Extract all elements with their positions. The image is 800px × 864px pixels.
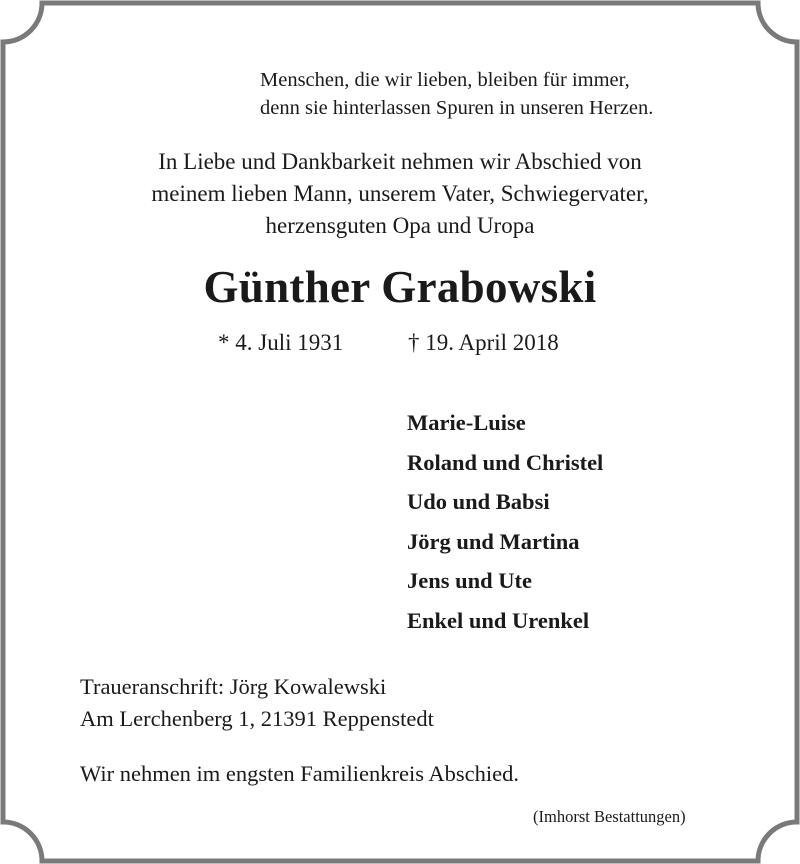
motto-line-2: denn sie hinterlassen Spuren in unseren Herzen. <box>260 97 654 119</box>
mourner-item: Udo und Babsi <box>407 489 550 514</box>
undertaker-credit: (Imhorst Bestattungen) <box>533 807 686 826</box>
intro-text <box>0 146 800 242</box>
mourners-list <box>407 403 603 640</box>
address-line-2: Am Lerchenberg 1, 21391 Reppenstedt <box>80 706 434 731</box>
motto-line-1: Menschen, die wir lieben, bleiben für immer, <box>260 69 630 91</box>
birth-date: * 4. Juli 1931 <box>218 330 344 355</box>
mourning-address <box>80 671 434 735</box>
intro-line-3: herzensguten Opa und Uropa <box>265 213 535 238</box>
mourner-item: Roland und Christel <box>407 449 604 475</box>
intro-line-2: meinem lieben Mann, unserem Vater, Schwiegervater, <box>151 181 649 206</box>
mourner-item: Enkel und Urenkel <box>407 607 590 633</box>
mourner-item: Jens und Ute <box>407 568 533 593</box>
intro-line-1: In Liebe und Dankbarkeit nehmen wir Abschied von <box>158 149 642 174</box>
mourner-item: Marie-Luise <box>407 410 526 435</box>
mourner-item: Jörg und Martina <box>407 528 580 554</box>
deceased-name: Günther Grabowski <box>203 262 597 312</box>
death-date: † 19. April 2018 <box>408 330 559 355</box>
address-line-1: Traueranschrift: Jörg Kowalewski <box>80 674 387 699</box>
motto-quote <box>260 66 653 122</box>
funeral-note: Wir nehmen im engsten Familienkreis Abschied. <box>80 761 520 786</box>
